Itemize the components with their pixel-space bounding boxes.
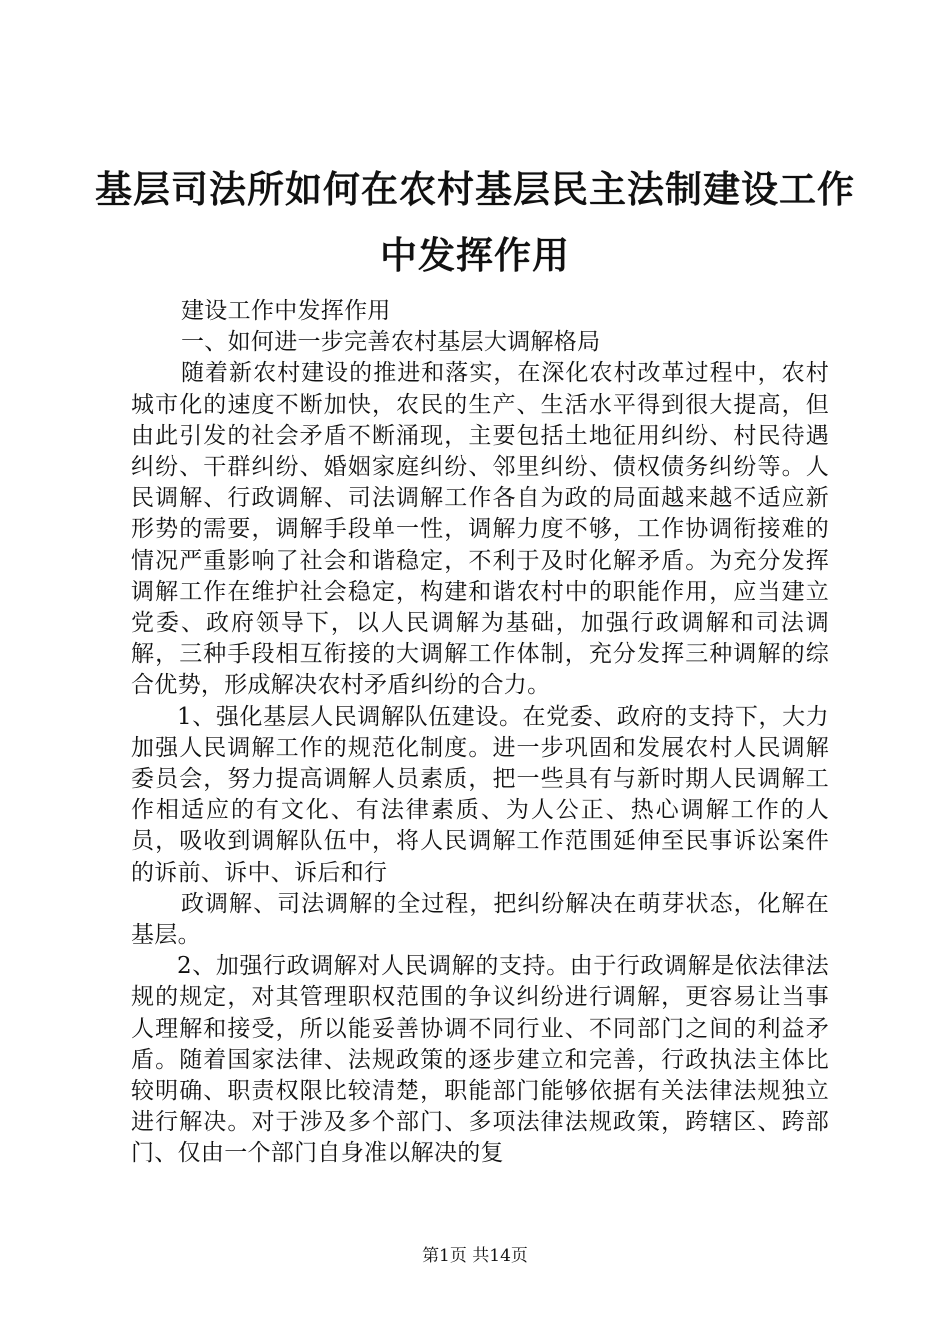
title-line-1: 基层司法所如何在农村基层民主法制建设工作: [95, 167, 855, 211]
paragraph-subtitle: 建设工作中发挥作用: [181, 298, 391, 324]
page-footer: 第1页 共14页: [422, 1246, 528, 1266]
paragraph: 随着新农村建设的推进和落实，在深化农村改革过程中，农村城市化的速度不断加快，农民的生产、生活水平得到很大提高，但由此引发的社会矛盾不断涌现，主要包括土地征用纠纷、村民待遇纠纷、干群纠纷、婚姻家庭纠纷、邻里纠纷、债权债务纠纷等。人民调解、行政调解、司法调解工作各自为政的局面越来越不适应新形势的需要，调解手段单一性，调解力度不够，工作协调衔接难的情况严重影响了社会和谐稳定，不利于及时化解矛盾。为充分发挥调解工作在维护社会稳定，构建和谐农村中的职能作用，应当建立党委、政府领导下，以人民调解为基础，加强行政调解和司法调解，三种手段相互衔接的大调解工作体制，充分发挥三种调解的综合优势，形成解决农村矛盾纠纷的合力。: [131, 360, 829, 699]
paragraph: 政调解、司法调解的全过程，把纠纷解决在萌芽状态，化解在基层。: [131, 890, 829, 949]
section-heading: 一、如何进一步完善农村基层大调解格局: [181, 329, 601, 356]
document-title: [0, 156, 950, 288]
document-body: [131, 296, 829, 1170]
paragraph: 1、强化基层人民调解队伍建设。在党委、政府的支持下，大力加强人民调解工作的规范化制度。进一步巩固和发展农村人民调解委员会，努力提高调解人员素质，把一些具有与新时期人民调解工作相适应的有文化、有法律素质、为人公正、热心调解工作的人员，吸收到调解队伍中，将人民调解工作范围延伸至民事诉讼案件的诉前、诉中、诉后和行: [131, 703, 829, 886]
title-line-2: 中发挥作用: [380, 233, 570, 277]
paragraph: 2、加强行政调解对人民调解的支持。由于行政调解是依法律法规的规定，对其管理职权范围的争议纠纷进行调解，更容易让当事人理解和接受，所以能妥善协调不同行业、不同部门之间的利益矛盾。随着国家法律、法规政策的逐步建立和完善，行政执法主体比较明确、职责权限比较清楚，职能部门能够依据有关法律法规独立进行解决。对于涉及多个部门、多项法律法规政策，跨辖区、跨部门、仅由一个部门自身准以解决的复: [131, 953, 829, 1167]
